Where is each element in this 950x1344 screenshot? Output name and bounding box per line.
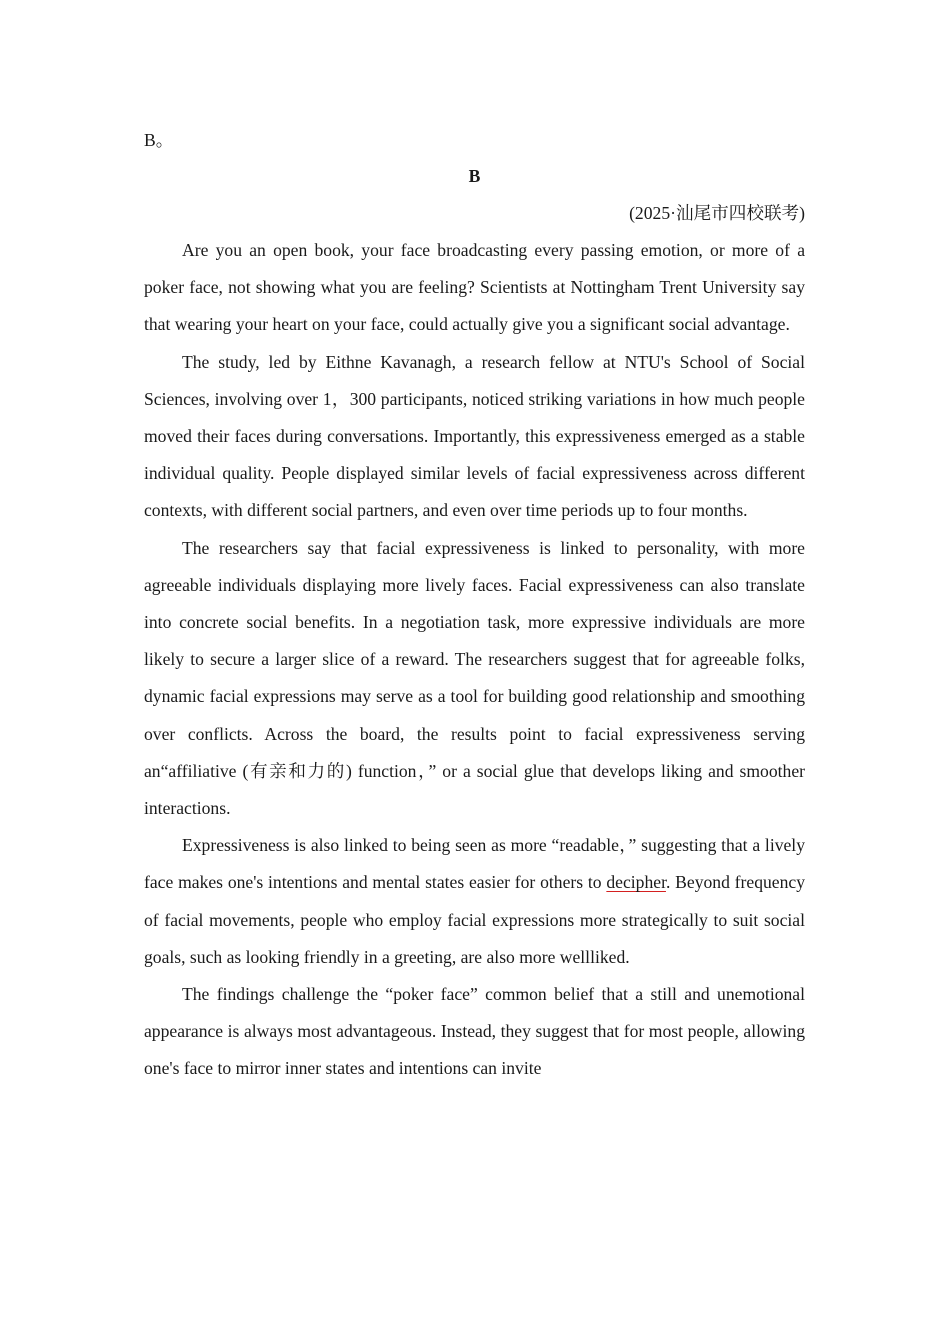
paragraph-3: The researchers say that facial expressiveness is linked to personality, with more agreeable individuals displaying more lively faces. Facial expressiveness can also translate into concrete social benefits. In a negotiation task, more expressive individuals are more likely to secure a larger slice of a reward. The researchers suggest that for agreeable folks, dynamic facial expressions may serve as a tool for building good relationship and smoothing over conflicts. Across the board, the results point to facial expressiveness serving an“affiliative (有亲和力的) function，” or a social glue that develops liking and smoother interactions.: [144, 537, 805, 819]
source-citation: (2025·汕尾市四校联考): [629, 203, 805, 223]
previous-answer: B。: [144, 130, 174, 150]
paragraph-1: Are you an open book, your face broadcasting every passing emotion, or more of a poker face, not showing what you are feeling? Scientists at Nottingham Trent University say that wearing your heart on your face, could actually give you a significant social advantage.: [144, 240, 805, 335]
paragraph-4: [144, 827, 805, 976]
paragraph-5: The findings challenge the “poker face” common belief that a still and unemotional appearance is always most advantageous. Instead, they suggest that for most people, allowing one's face to mirror inner states and intentions can invite: [144, 984, 805, 1079]
paragraph-4-text-after: . Beyond frequency of facial movements, people who employ facial expressions more strategically to suit social goals, such as looking friendly in a greeting, are also more wellliked.: [144, 872, 806, 967]
paragraph-2: The study, led by Eithne Kavanagh, a research fellow at NTU's School of Social Sciences, involving over 1，300 participants, noticed striking variations in how much people moved their faces during conversations. Importantly, this expressiveness emerged as a stable individual quality. People displayed similar levels of facial expressiveness across different contexts, with different social partners, and even over time periods up to four months.: [144, 351, 805, 521]
paragraph-4-text-before: Expressiveness is also linked to being seen as more “readable，” suggesting that a lively face makes one's intentions and mental states easier for others to: [144, 835, 805, 893]
section-title: B: [468, 166, 481, 186]
document-page: [144, 122, 805, 1088]
underlined-word-decipher: decipher: [606, 872, 666, 893]
